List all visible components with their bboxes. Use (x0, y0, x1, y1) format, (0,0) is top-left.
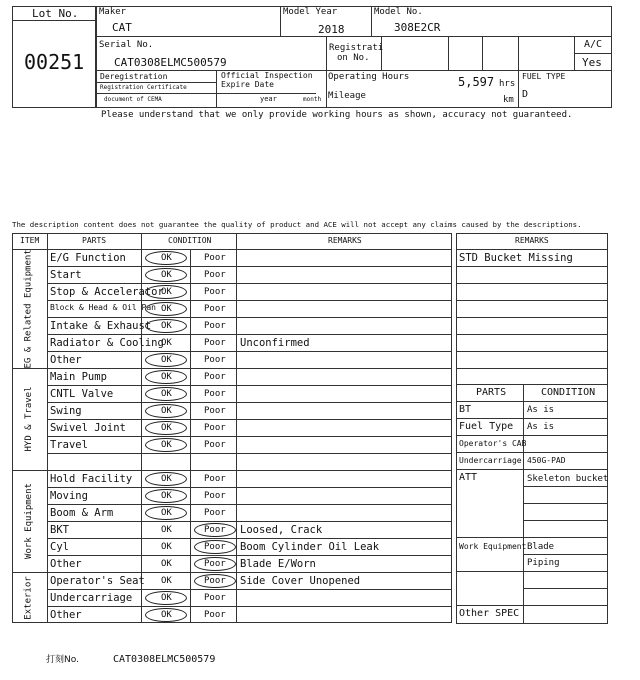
ok-option: OK (161, 508, 172, 518)
lot-label: Lot No. (32, 7, 79, 20)
pc-work-cond-1: Blade (527, 542, 555, 552)
pc-bt-cond: As is (527, 405, 555, 415)
model-no-value: 308E2CR (394, 21, 441, 34)
ok-option: OK (161, 253, 172, 263)
pc-att-cond: Skeleton bucket (527, 474, 609, 484)
footer-label: 打刻No. (46, 655, 79, 665)
ok-selected-circle (145, 268, 187, 282)
ok-option: OK (161, 406, 172, 416)
row-part: Moving (50, 490, 88, 502)
row-part: CNTL Valve (50, 388, 114, 400)
poor-option: Poor (204, 474, 226, 484)
row-part: Hold Facility (50, 473, 133, 485)
footer-value: CAT0308ELMC500579 (113, 654, 216, 665)
pc-work-equipment: Work Equipment (459, 542, 527, 551)
ok-option: OK (161, 474, 172, 484)
poor-option: Poor (204, 491, 226, 501)
row-remark: Side Cover Unopened (240, 575, 361, 587)
poor-selected-circle (194, 557, 236, 571)
right-remark-1: STD Bucket Missing (459, 252, 573, 264)
serial-label: Serial No. (99, 40, 154, 50)
col-parts-header: PARTS (82, 236, 107, 245)
ok-option: OK (161, 338, 172, 348)
ok-option: OK (161, 542, 172, 552)
ok-selected-circle (145, 506, 187, 520)
maker-label: Maker (99, 7, 127, 17)
poor-option: Poor (204, 542, 226, 552)
ok-option: OK (161, 576, 172, 586)
pc-undercarriage: Undercarriage (459, 456, 522, 465)
poor-option: Poor (204, 440, 226, 450)
poor-option: Poor (204, 321, 226, 331)
poor-option: Poor (204, 593, 226, 603)
dereg-sub-1: Registration Certificate (100, 84, 187, 91)
row-part: Start (50, 269, 82, 281)
poor-option: Poor (204, 610, 226, 620)
pc-other-spec: Other SPEC (459, 608, 520, 619)
row-part: Swivel Joint (50, 422, 126, 434)
pc-att: ATT (459, 472, 478, 483)
row-part: BKT (50, 524, 69, 536)
ok-option: OK (161, 559, 172, 569)
row-part: Main Pump (50, 371, 107, 383)
year-label: year (260, 95, 277, 103)
row-remark: Loosed, Crack (240, 524, 323, 536)
ok-option: OK (161, 321, 172, 331)
ok-option: OK (161, 389, 172, 399)
model-no-label: Model No. (374, 7, 423, 17)
ok-selected-circle (145, 472, 187, 486)
row-part: Stop & Accelerator (50, 286, 164, 298)
poor-option: Poor (204, 338, 226, 348)
row-part: Other (50, 558, 82, 570)
col-remarks-header: REMARKS (328, 236, 362, 245)
inspection-label-1: Official Inspection (221, 71, 313, 80)
mileage-label: Mileage (328, 91, 366, 101)
ok-selected-circle (145, 387, 187, 401)
ok-selected-circle (145, 285, 187, 299)
row-part: E/G Function (50, 252, 126, 264)
poor-option: Poor (204, 559, 226, 569)
registration-label-2: on No. (337, 53, 370, 63)
row-part: Travel (50, 439, 88, 451)
ok-selected-circle (145, 438, 187, 452)
row-part: Undercarriage (50, 592, 133, 604)
inspection-label-2: Expire Date (221, 80, 274, 89)
dereg-sub-2: document of CEMA (104, 96, 162, 103)
poor-option: Poor (204, 508, 226, 518)
poor-option: Poor (204, 525, 226, 535)
ac-label: A/C (584, 39, 603, 50)
month-label: month (303, 96, 322, 103)
pc-cab: Operator's CAB (459, 439, 527, 448)
ok-option: OK (161, 491, 172, 501)
row-part: Swing (50, 405, 82, 417)
lot-number: 00251 (24, 50, 85, 74)
row-part: Other (50, 609, 82, 621)
ok-option: OK (161, 440, 172, 450)
ok-selected-circle (145, 302, 187, 316)
model-year-label: Model Year (283, 7, 338, 17)
row-remark: Unconfirmed (240, 337, 310, 349)
pc-fuel: Fuel Type (459, 421, 514, 432)
operating-hours-label: Operating Hours (328, 72, 410, 82)
group-label: EG & Related Equipment (23, 248, 34, 368)
operating-hours-value: 5,597 (458, 75, 495, 89)
poor-selected-circle (194, 574, 236, 588)
poor-option: Poor (204, 304, 226, 314)
poor-option: Poor (204, 406, 226, 416)
pc-bt: BT (459, 404, 472, 415)
fuel-type-value: D (522, 89, 529, 100)
row-part: Radiator & Cooling (50, 337, 164, 349)
model-year-value: 2018 (318, 23, 345, 36)
right-remarks-header: REMARKS (515, 236, 549, 245)
poor-option: Poor (204, 253, 226, 263)
ok-option: OK (161, 355, 172, 365)
ok-option: OK (161, 525, 172, 535)
pc-fuel-cond: As is (527, 422, 555, 432)
pc-work-cond-2: Piping (527, 558, 560, 568)
ok-selected-circle (145, 319, 187, 333)
ok-option: OK (161, 304, 172, 314)
ok-option: OK (161, 610, 172, 620)
group-label: HYD & Travel (23, 386, 34, 452)
col-item-header: ITEM (20, 236, 40, 245)
col-condition-header: CONDITION (168, 236, 212, 245)
pc-parts-header: PARTS (476, 387, 507, 398)
poor-option: Poor (204, 270, 226, 280)
maker-value: CAT (112, 21, 132, 34)
row-part: Block & Head & Oil Pan (50, 303, 156, 312)
poor-option: Poor (204, 389, 226, 399)
poor-option: Poor (204, 576, 226, 586)
ok-option: OK (161, 270, 172, 280)
serial-value: CAT0308ELMC500579 (114, 56, 227, 69)
poor-selected-circle (194, 523, 236, 537)
description-disclaimer: The description content does not guarantee the quality of product and ACE will not accept any claims caused by the descriptions. (12, 220, 582, 229)
poor-option: Poor (204, 372, 226, 382)
registration-label-1: Registrati (329, 43, 384, 53)
ok-selected-circle (145, 608, 187, 622)
row-part: Other (50, 354, 82, 366)
row-remark: Boom Cylinder Oil Leak (240, 541, 380, 553)
group-label: Work Equipment (23, 483, 34, 559)
ok-option: OK (161, 593, 172, 603)
row-remark: Blade E/Worn (240, 558, 316, 570)
ac-value: Yes (582, 56, 602, 69)
dereg-label: Deregistration (100, 72, 168, 81)
row-part: Cyl (50, 541, 69, 553)
row-part: Operator's Seat (50, 575, 145, 587)
poor-selected-circle (194, 540, 236, 554)
km-unit: km (503, 95, 514, 105)
poor-option: Poor (204, 287, 226, 297)
hrs-unit: hrs (499, 79, 516, 89)
ok-selected-circle (145, 404, 187, 418)
poor-option: Poor (204, 355, 226, 365)
ok-selected-circle (145, 370, 187, 384)
ok-selected-circle (145, 421, 187, 435)
ok-option: OK (161, 372, 172, 382)
row-part: Intake & Exhaust (50, 320, 152, 332)
row-part: Boom & Arm (50, 507, 114, 519)
ok-option: OK (161, 423, 172, 433)
pc-condition-header: CONDITION (541, 387, 596, 398)
pc-undercarriage-cond: 450G-PAD (527, 456, 566, 465)
ok-option: OK (161, 287, 172, 297)
working-hours-disclaimer: Please understand that we only provide working hours as shown, accuracy not guaranteed. (101, 110, 573, 120)
poor-option: Poor (204, 423, 226, 433)
group-label: Exterior (23, 575, 34, 620)
ok-selected-circle (145, 489, 187, 503)
ok-selected-circle (145, 353, 187, 367)
fuel-type-label: FUEL TYPE (522, 72, 566, 81)
ok-selected-circle (145, 251, 187, 265)
ok-selected-circle (145, 591, 187, 605)
